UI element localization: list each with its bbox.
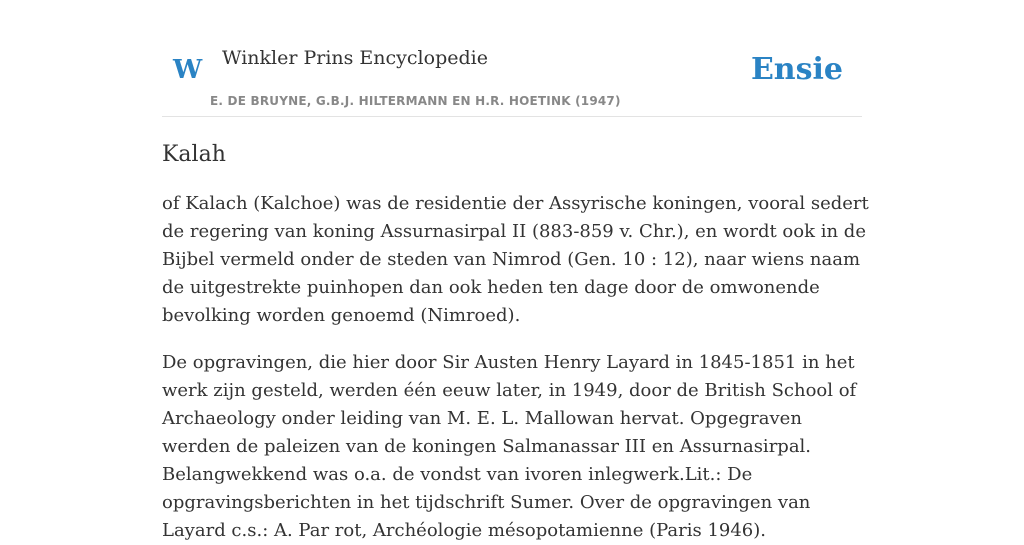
ensie-brand-logo[interactable]: Ensie [750, 52, 843, 87]
article-title: Kalah [162, 142, 226, 167]
site-header [162, 0, 862, 117]
article-paragraph: De opgravingen, die hier door Sir Austen Henry Layard in 1845-1851 in het werk zijn gesteld, werden één eeuw later, in 1949, door de British School of Archaeology onder leiding van M. E. L. Mallowan hervat. Opgegraven werden de paleizen van de koningen Salmanassar III en Assurnasirpal. Belangwekkend was o.a. de vondst van ivoren inlegwerk.Lit.: De opgravingsberichten in het tijdschrift Sumer. Over de opgravingen van Layard c.s.: A. Par rot, Archéologie mésopotamienne (Paris 1946). [162, 352, 857, 541]
winkler-prins-logo[interactable]: W [173, 55, 203, 85]
article-paragraph: of Kalach (Kalchoe) was de residentie der Assyrische koningen, vooral sedert de regering van koning Assurnasirpal II (883-859 v. Chr.), en wordt ook in de Bijbel vermeld onder de steden van Nimrod (Gen. 10 : 12), naar wiens naam de uitgestrekte puinhopen dan ook heden ten dage door de omwonende bevolking worden genoemd (Nimroed). [162, 193, 869, 326]
article [162, 138, 872, 545]
publication-authors: E. DE BRUYNE, G.B.J. HILTERMANN EN H.R. HOETINK (1947) [210, 94, 621, 108]
publication-title[interactable]: Winkler Prins Encyclopedie [222, 47, 488, 69]
